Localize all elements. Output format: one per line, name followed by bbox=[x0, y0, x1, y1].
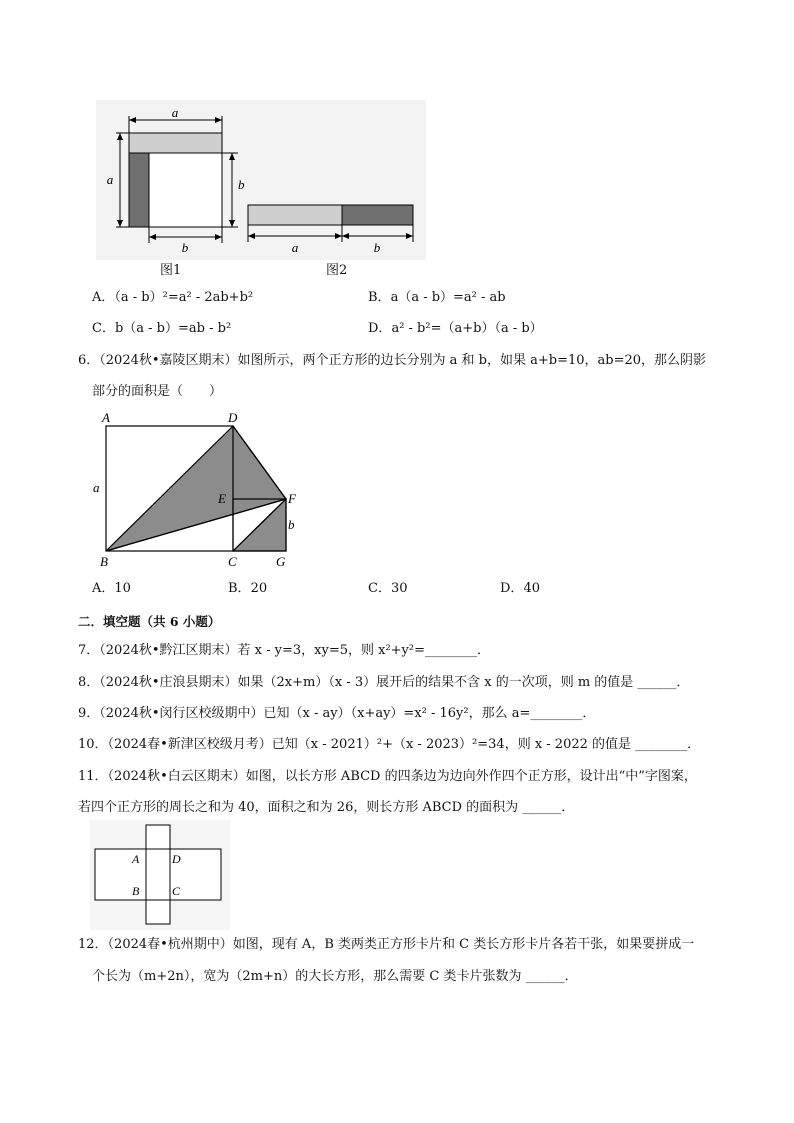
q11-rect-abcd bbox=[146, 849, 170, 900]
q6-label-F: F bbox=[288, 491, 296, 506]
q11-label-C: C bbox=[172, 884, 181, 898]
q12-line2: 个长为（m+2n），宽为（2m+n）的大长方形，那么需要 C 类卡片张数为 ______． bbox=[92, 969, 578, 984]
q5-option-a: A．（a - b）²=a² - 2ab+b² bbox=[92, 290, 254, 305]
q6-figure bbox=[86, 408, 306, 572]
q11-top-square bbox=[146, 825, 170, 849]
q6-line1: 6．（2024秋•嘉陵区期末）如图所示，两个正方形的边长分别为 a 和 b，如果 a+b=10，ab=20，那么阴影 bbox=[78, 353, 707, 368]
q6-label-B: B bbox=[100, 554, 108, 569]
q5-option-d: D．a² - b²=（a+b）（a - b） bbox=[368, 321, 543, 336]
q6-option-a: A．10 bbox=[92, 581, 131, 596]
q9: 9．（2024秋•闵行区校级期中）已知（x - ay）（x+ay）=x² - 16y²，那么 a=________． bbox=[78, 706, 596, 721]
fig1-label-b-bottom: b bbox=[181, 240, 189, 255]
q11-line2: 若四个正方形的周长之和为 40，面积之和为 26，则长方形 ABCD 的面积为 ______． bbox=[78, 800, 575, 815]
section-heading-fill-in: 二．填空题（共 6 小题） bbox=[78, 614, 221, 629]
q6-option-d: D．40 bbox=[500, 581, 540, 596]
fig2-caption: 图2 bbox=[326, 263, 348, 278]
q6-label-G: G bbox=[276, 554, 286, 569]
q5-option-b: B．a（a - b）=a² - ab bbox=[368, 290, 506, 305]
q10: 10．（2024春•新津区校级月考）已知（x - 2021）²+（x - 2023）²=34，则 x - 2022 的值是 ________． bbox=[78, 737, 701, 752]
q6-option-c: C．30 bbox=[368, 581, 408, 596]
q8: 8．（2024秋•庄浪县期末）如果（2x+m）（x - 3）展开后的结果不含 x 的一次项，则 m 的值是 ______． bbox=[78, 675, 690, 690]
fig2-light-bar bbox=[248, 205, 342, 225]
q5-option-c: C．b（a - b）=ab - b² bbox=[92, 321, 232, 336]
q6-label-E: E bbox=[218, 491, 226, 506]
q11-label-D: D bbox=[172, 852, 181, 866]
q5-figure bbox=[96, 100, 426, 260]
fig1-caption: 图1 bbox=[160, 263, 182, 278]
q6-option-b: B．20 bbox=[228, 581, 268, 596]
fig1-top-strip bbox=[129, 133, 222, 153]
fig2-dark-bar bbox=[342, 205, 413, 225]
fig1-label-a-left: a bbox=[106, 172, 114, 187]
q11-line1: 11．（2024秋•白云区期末）如图，以长方形 ABCD 的四条边为边向外作四个正方形，设计出“中”字图案， bbox=[78, 769, 697, 784]
q11-bottom-square bbox=[146, 900, 170, 924]
q6-label-C: C bbox=[228, 554, 237, 569]
q12-line1: 12．（2024春•杭州期中）如图，现有 A，B 类两类正方形卡片和 C 类长方形卡片各若干张，如果要拼成一 bbox=[78, 937, 695, 952]
q6-label-b: b bbox=[288, 517, 295, 532]
fig1-label-b-right: b bbox=[238, 177, 245, 192]
fig1-left-strip bbox=[129, 153, 149, 227]
q11-figure bbox=[90, 820, 230, 930]
q6-label-A: A bbox=[102, 410, 110, 425]
q6-line2: 部分的面积是（ ） bbox=[92, 384, 223, 399]
fig2-label-a: a bbox=[291, 240, 299, 255]
q11-label-B: B bbox=[132, 884, 140, 898]
q6-label-D: D bbox=[228, 410, 238, 425]
fig2-label-b: b bbox=[373, 240, 381, 255]
q6-label-a: a bbox=[93, 480, 100, 495]
q11-label-A: A bbox=[132, 852, 140, 866]
q7: 7．（2024秋•黔江区期末）若 x - y=3，xy=5，则 x²+y²=________． bbox=[78, 643, 491, 658]
fig1-label-a-top: a bbox=[171, 105, 179, 120]
